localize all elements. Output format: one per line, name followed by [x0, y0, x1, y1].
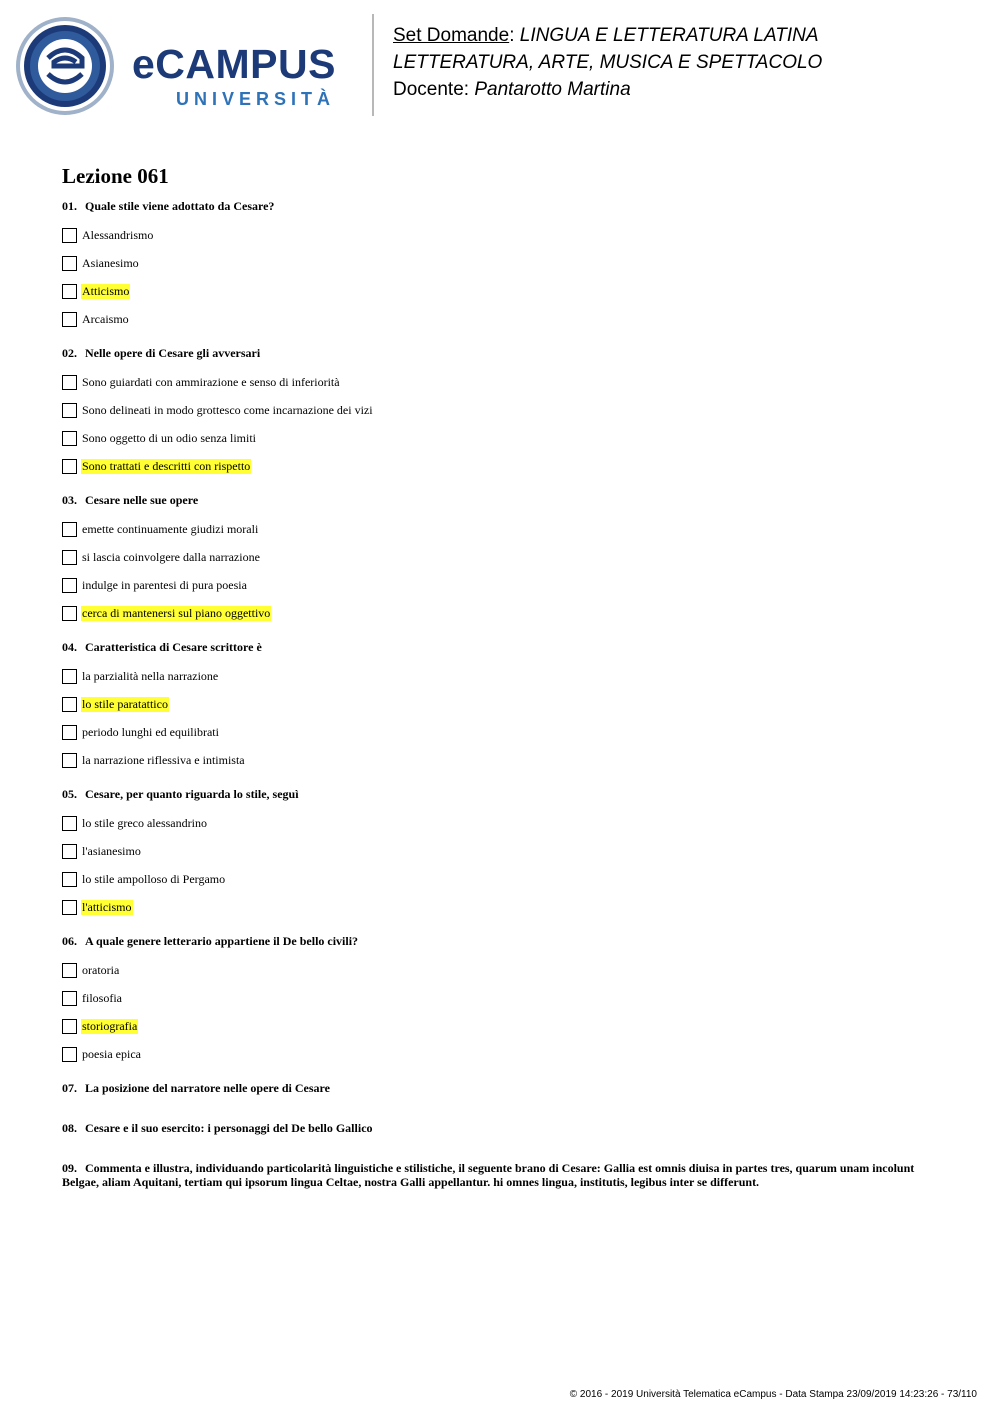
- question-label: Cesare, per quanto riguarda lo stile, seguì: [85, 787, 299, 801]
- answer-checkbox[interactable]: [62, 900, 77, 915]
- answer-checkbox[interactable]: [62, 284, 77, 299]
- answer-label: Sono oggetto di un odio senza limiti: [82, 430, 256, 445]
- answer-label: lo stile greco alessandrino: [82, 815, 207, 830]
- question-label: Quale stile viene adottato da Cesare?: [85, 199, 275, 213]
- question-label: Commenta e illustra, individuando particolarità linguistiche e stilistiche, il seguente brano di Cesare: Gallia est omnis diuisa in partes tres, quarum unam incolunt Belgae, aliam Aquitani, tertiam qui ipsorum lingua Celtae, nostra Galli appellantur. hi omnes lingua, institutis, legibus inter se differunt.: [62, 1161, 915, 1189]
- answer-checkbox[interactable]: [62, 669, 77, 684]
- question-number: 02.: [62, 346, 77, 360]
- answer-checkbox[interactable]: [62, 375, 77, 390]
- answer-label: Asianesimo: [82, 255, 139, 270]
- answer-label: poesia epica: [82, 1046, 141, 1061]
- answer-checkbox[interactable]: [62, 522, 77, 537]
- lesson-title: Lezione 061: [62, 164, 169, 188]
- correct-answer-label: lo stile paratattico: [82, 696, 168, 711]
- answer-option[interactable]: [62, 277, 942, 305]
- question-text: [62, 787, 942, 801]
- question-text: [62, 1161, 942, 1189]
- answer-checkbox[interactable]: [62, 459, 77, 474]
- question-text: [62, 199, 942, 213]
- answer-option[interactable]: [62, 515, 942, 543]
- answer-label: la parzialità nella narrazione: [82, 668, 219, 683]
- answer-option[interactable]: [62, 746, 942, 774]
- answer-checkbox[interactable]: [62, 844, 77, 859]
- answer-checkbox[interactable]: [62, 578, 77, 593]
- answer-checkbox[interactable]: [62, 1047, 77, 1062]
- answer-checkbox[interactable]: [62, 403, 77, 418]
- answer-option[interactable]: [62, 599, 942, 627]
- answer-checkbox[interactable]: [62, 725, 77, 740]
- answer-label: emette continuamente giudizi morali: [82, 521, 259, 536]
- answer-option[interactable]: [62, 571, 942, 599]
- question-text: [62, 1081, 942, 1095]
- question-label: Caratteristica di Cesare scrittore è: [85, 640, 262, 654]
- logo-wordmark: eCAMPUS: [132, 41, 336, 87]
- set-line: Set Domande: LINGUA E LETTERATURA LATINA: [393, 25, 819, 46]
- answer-option[interactable]: [62, 249, 942, 277]
- answer-checkbox[interactable]: [62, 963, 77, 978]
- answer-label: Alessandrismo: [82, 227, 154, 242]
- set-label: Set Domande: [393, 25, 510, 46]
- answer-label: la narrazione riflessiva e intimista: [82, 752, 245, 767]
- answer-option[interactable]: [62, 809, 942, 837]
- answer-label: si lascia coinvolgere dalla narrazione: [82, 549, 260, 564]
- header-info: [393, 22, 822, 103]
- answer-checkbox[interactable]: [62, 312, 77, 327]
- question-label: A quale genere letterario appartiene il De bello civili?: [85, 934, 359, 948]
- header-divider: [372, 14, 374, 116]
- question-label: Cesare e il suo esercito: i personaggi del De bello Gallico: [85, 1121, 373, 1135]
- answer-label: periodo lunghi ed equilibrati: [82, 724, 219, 739]
- answer-option[interactable]: [62, 893, 942, 921]
- answer-label: Sono delineati in modo grottesco come incarnazione dei vizi: [82, 402, 373, 417]
- answer-option[interactable]: [62, 865, 942, 893]
- answer-option[interactable]: [62, 1040, 942, 1068]
- correct-answer-label: storiografia: [82, 1018, 138, 1033]
- answer-option[interactable]: [62, 305, 942, 333]
- correct-answer-label: cerca di mantenersi sul piano oggettivo: [82, 605, 271, 620]
- answer-option[interactable]: [62, 956, 942, 984]
- answer-option[interactable]: [62, 396, 942, 424]
- answer-label: Sono guiardati con ammirazione e senso di inferiorità: [82, 374, 340, 389]
- questions-content: [62, 163, 942, 1215]
- question-block: [62, 493, 942, 627]
- answer-checkbox[interactable]: [62, 697, 77, 712]
- answer-label: lo stile ampolloso di Pergamo: [82, 871, 226, 886]
- question-block: [62, 640, 942, 774]
- logo-subtitle: UNIVERSITÀ: [176, 89, 336, 109]
- question-number: 03.: [62, 493, 77, 507]
- answer-option[interactable]: [62, 837, 942, 865]
- question-number: 06.: [62, 934, 77, 948]
- question-text: [62, 493, 942, 507]
- question-text: [62, 640, 942, 654]
- question-block: [62, 934, 942, 1068]
- footer-copyright: © 2016 - 2019 Università Telematica eCampus - Data Stampa 23/09/2019 14:23:26 - 73/110: [569, 1389, 977, 1400]
- answer-checkbox[interactable]: [62, 753, 77, 768]
- docente-label: Docente:: [393, 79, 470, 100]
- question-number: 08.: [62, 1121, 77, 1135]
- open-question-block: [62, 1121, 942, 1135]
- docente-line: [393, 76, 822, 103]
- set-value-line2: LETTERATURA, ARTE, MUSICA E SPETTACOLO: [393, 52, 823, 73]
- answer-option[interactable]: [62, 221, 942, 249]
- correct-answer-label: Atticismo: [82, 283, 130, 298]
- answer-option[interactable]: [62, 690, 942, 718]
- page-header: [0, 0, 1000, 130]
- docente-value: Pantarotto Martina: [474, 79, 631, 100]
- answer-option[interactable]: [62, 452, 942, 480]
- answer-option[interactable]: [62, 718, 942, 746]
- question-text: [62, 1121, 942, 1135]
- question-number: 09.: [62, 1161, 77, 1175]
- answer-label: l'asianesimo: [82, 843, 141, 858]
- answer-checkbox[interactable]: [62, 872, 77, 887]
- question-block: [62, 346, 942, 480]
- answer-checkbox[interactable]: [62, 431, 77, 446]
- question-number: 04.: [62, 640, 77, 654]
- question-label: Cesare nelle sue opere: [85, 493, 199, 507]
- question-text: [62, 346, 942, 360]
- answer-option[interactable]: [62, 1012, 942, 1040]
- question-block: [62, 199, 942, 333]
- answer-checkbox[interactable]: [62, 256, 77, 271]
- question-label: La posizione del narratore nelle opere di Cesare: [85, 1081, 330, 1095]
- answer-checkbox[interactable]: [62, 228, 77, 243]
- question-label: Nelle opere di Cesare gli avversari: [85, 346, 261, 360]
- question-number: 01.: [62, 199, 77, 213]
- question-text: [62, 934, 942, 948]
- answer-checkbox[interactable]: [62, 1019, 77, 1034]
- set-value-line1: LINGUA E LETTERATURA LATINA: [519, 25, 819, 46]
- open-question-block: [62, 1161, 942, 1189]
- open-questions: [62, 1081, 942, 1189]
- answer-option[interactable]: [62, 984, 942, 1012]
- open-question-block: [62, 1081, 942, 1095]
- ecampus-seal-icon: [14, 16, 116, 116]
- answer-option[interactable]: [62, 424, 942, 452]
- multiple-choice-questions: [62, 199, 942, 1068]
- answer-checkbox[interactable]: [62, 550, 77, 565]
- answer-checkbox[interactable]: [62, 606, 77, 621]
- answer-option[interactable]: [62, 662, 942, 690]
- answer-label: filosofia: [82, 990, 122, 1005]
- answer-label: Arcaismo: [82, 311, 129, 326]
- question-block: [62, 787, 942, 921]
- answer-checkbox[interactable]: [62, 816, 77, 831]
- answer-label: oratoria: [82, 962, 120, 977]
- answer-option[interactable]: [62, 543, 942, 571]
- answer-label: indulge in parentesi di pura poesia: [82, 577, 247, 592]
- correct-answer-label: l'atticismo: [82, 899, 132, 914]
- answer-checkbox[interactable]: [62, 991, 77, 1006]
- question-number: 05.: [62, 787, 77, 801]
- answer-option[interactable]: [62, 368, 942, 396]
- correct-answer-label: Sono trattati e descritti con rispetto: [82, 458, 251, 473]
- question-number: 07.: [62, 1081, 77, 1095]
